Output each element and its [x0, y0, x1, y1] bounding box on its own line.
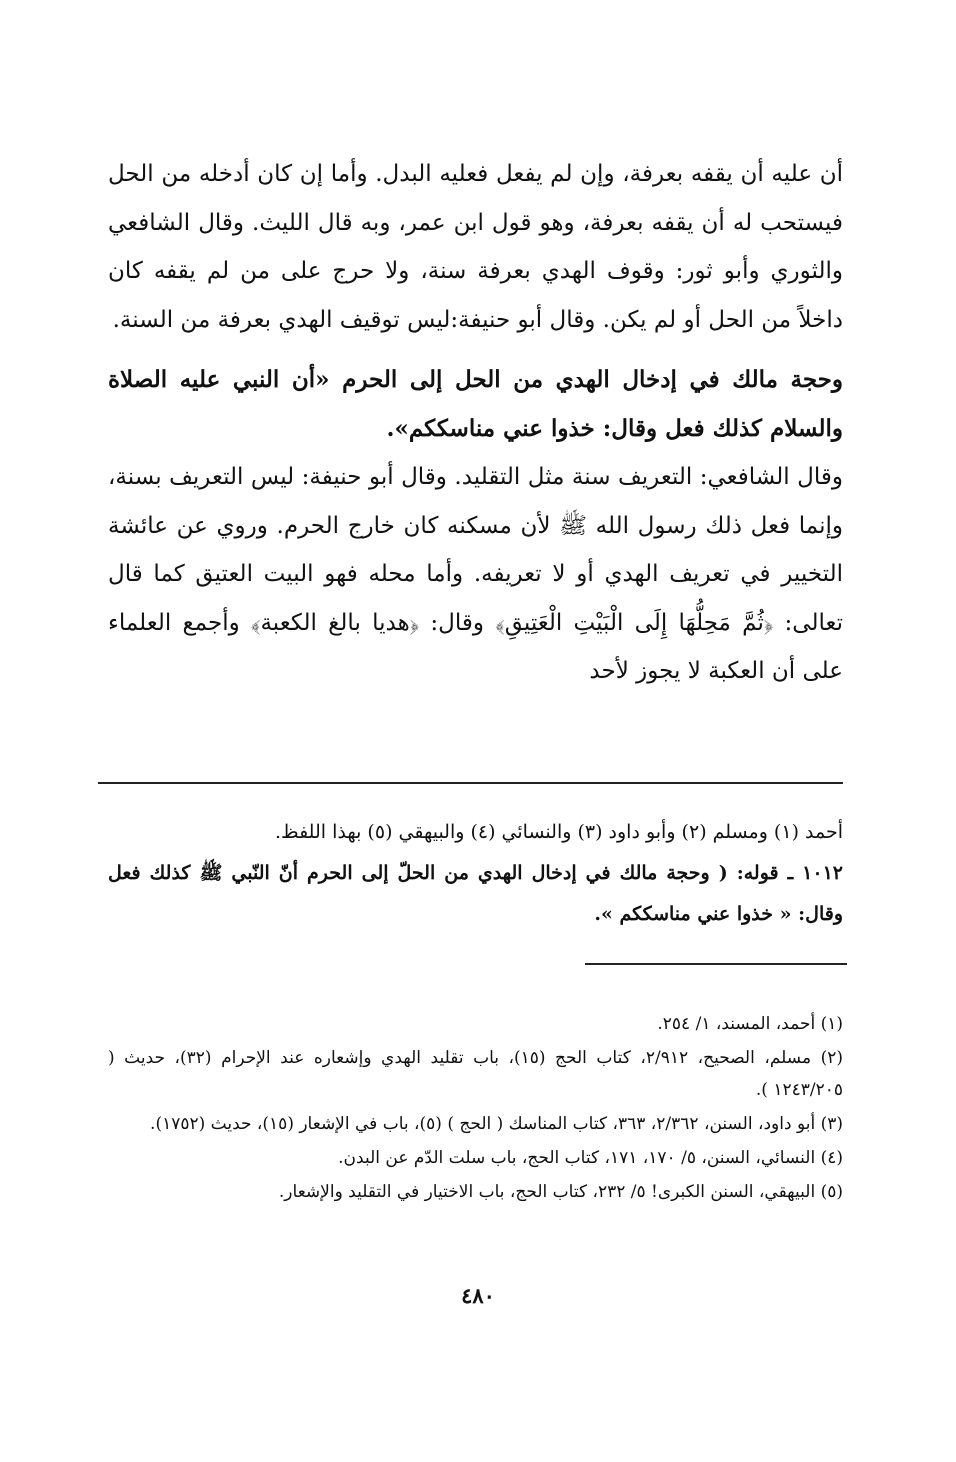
- commentary-line-1: أحمد (١) ومسلم (٢) وأبو داود (٣) والنسائي (٤) والبيهقي (٥) بهذا اللفظ.: [275, 821, 843, 843]
- main-text: [108, 150, 843, 696]
- commentary: [108, 812, 843, 935]
- footnote-2: (٢) مسلم، الصحيح، ٢/٩١٢، كتاب الحج (١٥)، باب تقليد الهدي وإشعاره عند الإحرام (٣٢)، حديث ( ١٢٤٣/٢٠٥ ).: [108, 1048, 843, 1100]
- main-divider: [98, 782, 843, 784]
- footnote-1: (١) أحمد، المسند، ١/ ٢٥٤.: [657, 1014, 843, 1034]
- commentary-line-2: ١٠١٢ ـ قوله: ( وحجة مالك في إدخال الهدي من الحلّ إلى الحرم أنّ النّبي ﷺ كذلك فعل وقال: « خذوا عني مناسككم ».: [108, 862, 843, 925]
- paragraph-2-bold: وحجة مالك في إدخال الهدي من الحل إلى الحرم «أن النبي عليه الصلاة والسلام كذلك فعل وقال: خذوا عني مناسككم».: [108, 366, 843, 442]
- footnote-5: (٥) البيهقي، السنن الكبرى! ٥/ ٢٣٢، كتاب الحج، باب الاختيار في التقليد والإشعار.: [278, 1182, 843, 1202]
- paragraph-1: أن عليه أن يقفه بعرفة، وإن لم يفعل فعليه البدل. وأما إن كان أدخله من الحل فيستحب له أن يقفه بعرفة، وهو قول ابن عمر، وبه قال الليث. وقال الشافعي والثوري وأبو ثور: وقوف الهدي بعرفة سنة، ولا حرج على من لم يقفه كان داخلاً من الحل أو لم يكن. وقال أبو حنيفة:ليس توقيف الهدي بعرفة من السنة.: [108, 161, 843, 333]
- footnote-divider: [585, 963, 847, 965]
- paragraph-3: وقال الشافعي: التعريف سنة مثل التقليد. وقال أبو حنيفة: ليس التعريف بسنة، وإنما فعل ذلك رسول الله ﷺ لأن مسكنه كان خارج الحرم. وروي عن عائشة التخيير في تعريف الهدي أو لا تعريفه. وأما محله فهو البيت العتيق كما قال تعالى: ﴿ثُمَّ مَحِلُّهَا إِلَى الْبَيْتِ الْعَتِيقِ﴾ وقال: ﴿هديا بالغ الكعبة﴾ وأجمع العلماء على أن العكبة لا يجوز لأحد: [108, 464, 843, 684]
- footnotes: [108, 1008, 843, 1210]
- page-number: ٤٨٠: [461, 1283, 495, 1308]
- footnote-3: (٣) أبو داود، السنن، ٢/٣٦٢، ٣٦٣، كتاب المناسك ( الحج ) (٥)، باب في الإشعار (١٥)، حديث (١٧٥٢).: [150, 1114, 843, 1134]
- footnote-4: (٤) النسائي، السنن، ٥/ ١٧٠، ١٧١، كتاب الحج، باب سلت الدّم عن البدن.: [338, 1148, 843, 1168]
